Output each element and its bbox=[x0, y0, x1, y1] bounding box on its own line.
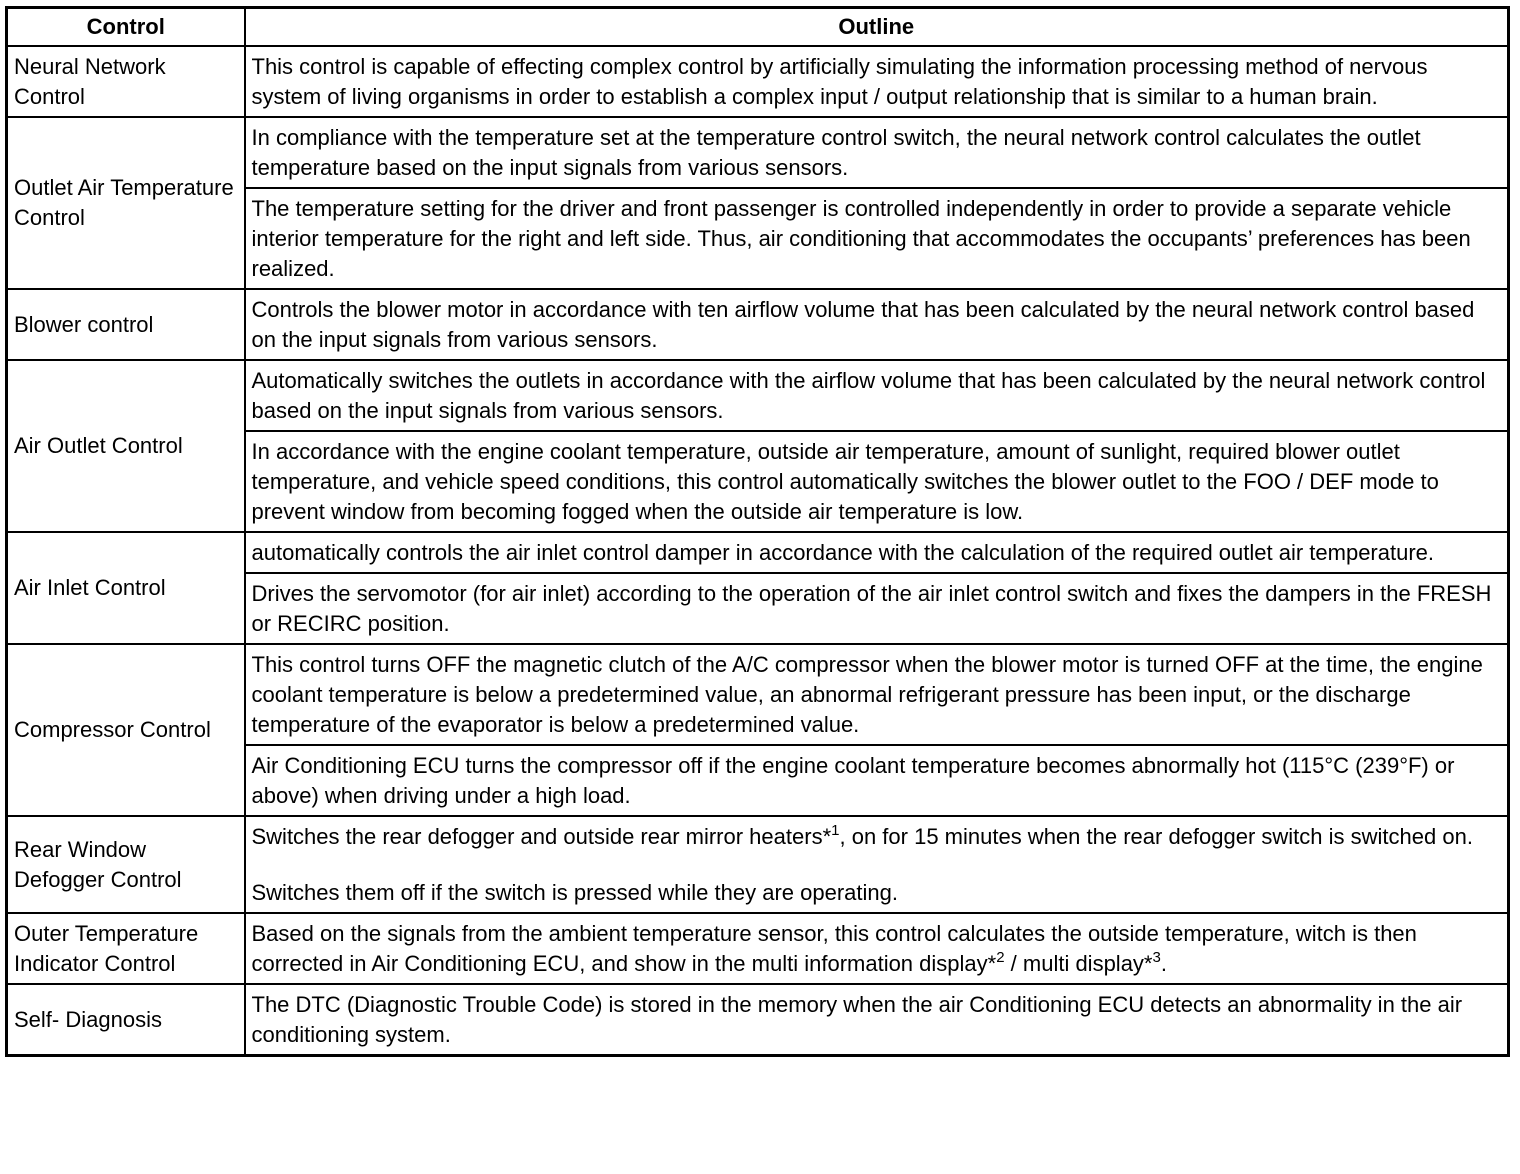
outline-cell bbox=[245, 816, 1509, 913]
table-row bbox=[7, 984, 1509, 1056]
outline-cell: Automatically switches the outlets in accordance with the airflow volume that has been calculated by the neural network control based on the input signals from various sensors. bbox=[245, 360, 1509, 431]
outline-text: / multi display* bbox=[1004, 951, 1153, 976]
outline-paragraph bbox=[252, 822, 1502, 852]
outline-cell: The DTC (Diagnostic Trouble Code) is stored in the memory when the air Conditioning ECU detects an abnormality in the air conditioning system. bbox=[245, 984, 1509, 1056]
header-row bbox=[7, 8, 1509, 47]
header-control: Control bbox=[7, 8, 245, 47]
footnote-marker: 2 bbox=[996, 949, 1005, 966]
outline-text: , on for 15 minutes when the rear defogger switch is switched on. bbox=[839, 824, 1473, 849]
table-row bbox=[7, 644, 1509, 745]
outline-text: Based on the signals from the ambient temperature sensor, this control calculates the outside temperature, witch is then corrected in Air Conditioning ECU, and show in the multi information display* bbox=[251, 921, 1417, 976]
control-cell-blower: Blower control bbox=[7, 289, 245, 360]
footnote-marker: 1 bbox=[831, 822, 840, 839]
table-row bbox=[7, 46, 1509, 117]
outline-text: Switches the rear defogger and outside rear mirror heaters* bbox=[251, 824, 832, 849]
outline-cell: In compliance with the temperature set at the temperature control switch, the neural network control calculates the outlet temperature based on the input signals from various sensors. bbox=[245, 117, 1509, 188]
table-row bbox=[7, 816, 1509, 913]
control-cell-outlet-air-temperature: Outlet Air Temperature Control bbox=[7, 117, 245, 289]
outline-cell: Controls the blower motor in accordance with ten airflow volume that has been calculated by the neural network control based on the input signals from various sensors. bbox=[245, 289, 1509, 360]
outline-cell: Drives the servomotor (for air inlet) according to the operation of the air inlet control switch and fixes the dampers in the FRESH or RECIRC position. bbox=[245, 573, 1509, 644]
table-row bbox=[7, 289, 1509, 360]
outline-cell bbox=[245, 913, 1509, 984]
outline-cell: automatically controls the air inlet control damper in accordance with the calculation of the required outlet air temperature. bbox=[245, 532, 1509, 573]
control-cell-air-inlet: Air Inlet Control bbox=[7, 532, 245, 644]
table-row bbox=[7, 913, 1509, 984]
outline-cell: In accordance with the engine coolant temperature, outside air temperature, amount of sunlight, required blower outlet temperature, and vehicle speed conditions, this control automatically switches the blower outlet to the FOO / DEF mode to prevent window from becoming fogged when the outside air temperature is low. bbox=[245, 431, 1509, 532]
footnote-marker: 3 bbox=[1152, 949, 1161, 966]
outline-cell: This control is capable of effecting complex control by artificially simulating the information processing method of nervous system of living organisms in order to establish a complex input / output relationship that is similar to a human brain. bbox=[245, 46, 1509, 117]
table-row bbox=[7, 360, 1509, 431]
table-row bbox=[7, 117, 1509, 188]
control-cell-air-outlet: Air Outlet Control bbox=[7, 360, 245, 532]
table-row bbox=[7, 532, 1509, 573]
control-cell-outer-temperature-indicator: Outer Temperature Indicator Control bbox=[7, 913, 245, 984]
outline-cell: This control turns OFF the magnetic clutch of the A/C compressor when the blower motor is turned OFF at the time, the engine coolant temperature is below a predetermined value, an abnormal refrigerant pressure has been input, or the discharge temperature of the evaporator is below a predetermined value. bbox=[245, 644, 1509, 745]
outline-paragraph: Switches them off if the switch is pressed while they are operating. bbox=[251, 880, 898, 905]
outline-cell: Air Conditioning ECU turns the compressor off if the engine coolant temperature becomes abnormally hot (115°C (239°F) or above) when driving under a high load. bbox=[245, 745, 1509, 816]
control-cell-compressor: Compressor Control bbox=[7, 644, 245, 816]
control-cell-neural-network: Neural Network Control bbox=[7, 46, 245, 117]
control-outline-table bbox=[5, 6, 1510, 1057]
control-cell-rear-window-defogger: Rear Window Defogger Control bbox=[7, 816, 245, 913]
control-cell-self-diagnosis: Self- Diagnosis bbox=[7, 984, 245, 1056]
outline-text: . bbox=[1160, 951, 1167, 976]
header-outline: Outline bbox=[245, 8, 1509, 47]
outline-cell: The temperature setting for the driver and front passenger is controlled independently in order to provide a separate vehicle interior temperature for the right and left side. Thus, air conditioning that accommodates the occupants’ preferences has been realized. bbox=[245, 188, 1509, 289]
